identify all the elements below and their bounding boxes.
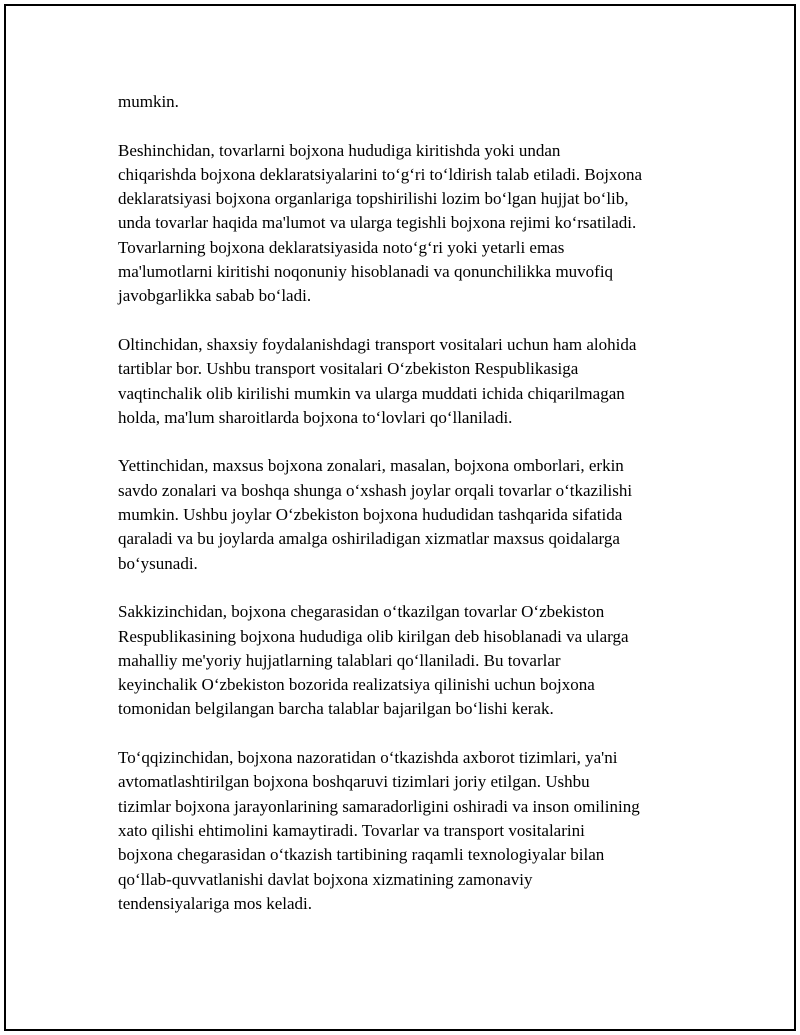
text-line: ma'lumotlarni kiritishi noqonuniy hisoblanadi va qonunchilikka muvofiq xyxy=(118,262,614,282)
text-line: tomonidan belgilangan barcha talablar bajarilgan bo‘lishi kerak. xyxy=(118,699,554,719)
text-line: keyinchalik O‘zbekiston bozorida realizatsiya qilinishi uchun bojxona xyxy=(118,675,595,695)
paragraph xyxy=(118,600,693,721)
text-line: holda, ma'lum sharoitlarda bojxona to‘lovlari qo‘llaniladi. xyxy=(118,407,513,427)
text-line: Tovarlarning bojxona deklaratsiyasida noto‘g‘ri yoki yetarli emas xyxy=(118,237,565,257)
text-line: chiqarishda bojxona deklaratsiyalarini to‘g‘ri to‘ldirish talab etiladi. Bojxona xyxy=(118,164,643,184)
text-line: deklaratsiyasi bojxona organlariga topshirilishi lozim bo‘lgan hujjat bo‘lib, xyxy=(118,189,629,209)
text-line: tizimlar bojxona jarayonlarining samaradorligini oshiradi va inson omilining xyxy=(118,796,640,816)
text-line: savdo zonalari va boshqa shunga o‘xshash joylar orqali tovarlar o‘tkazilishi xyxy=(118,480,633,500)
text-line: Beshinchidan, tovarlarni bojxona hududiga kiritishda yoki undan xyxy=(118,140,561,160)
text-line: avtomatlashtirilgan bojxona boshqaruvi tizimlari joriy etilgan. Ushbu xyxy=(118,772,590,792)
text-line: mumkin. xyxy=(118,92,179,111)
text-line: javobgarlikka sabab bo‘ladi. xyxy=(118,286,312,306)
text-line: mumkin. Ushbu joylar O‘zbekiston bojxona hududidan tashqarida sifatida xyxy=(118,505,623,525)
text-line: xato qilishi ehtimolini kamaytiradi. Tovarlar va transport vositalarini xyxy=(118,820,585,840)
text-line: bo‘ysunadi. xyxy=(118,553,198,573)
text-line: bojxona chegarasidan o‘tkazish tartibining raqamli texnologiyalar bilan xyxy=(118,845,605,865)
text-line: qo‘llab-quvvatlanishi davlat bojxona xizmatining zamonaviy xyxy=(118,869,533,889)
document-body xyxy=(118,90,693,940)
text-line: To‘qqizinchidan, bojxona nazoratidan o‘tkazishda axborot tizimlari, ya'ni xyxy=(118,748,618,768)
text-line: mahalliy me'yoriy hujjatlarning talablari qo‘llaniladi. Bu tovarlar xyxy=(118,650,561,670)
text-line: tendensiyalariga mos keladi. xyxy=(118,893,313,913)
text-line: Respublikasining bojxona hududiga olib kirilgan deb hisoblanadi va ularga xyxy=(118,626,629,646)
text-line: Oltinchidan, shaxsiy foydalanishdagi transport vositalari uchun ham alohida xyxy=(118,334,637,354)
text-line: qaraladi va bu joylarda amalga oshiriladigan xizmatlar maxsus qoidalarga xyxy=(118,529,620,549)
text-line: vaqtinchalik olib kirilishi mumkin va ularga muddati ichida chiqarilmagan xyxy=(118,383,625,403)
paragraph xyxy=(118,333,693,430)
text-line: tartiblar bor. Ushbu transport vositalari O‘zbekiston Respublikasiga xyxy=(118,359,579,379)
text-line: Sakkizinchidan, bojxona chegarasidan o‘tkazilgan tovarlar O‘zbekiston xyxy=(118,602,605,622)
text-line: unda tovarlar haqida ma'lumot va ularga tegishli bojxona rejimi ko‘rsatiladi. xyxy=(118,213,637,233)
text-line: Yettinchidan, maxsus bojxona zonalari, masalan, bojxona omborlari, erkin xyxy=(118,456,624,476)
paragraph xyxy=(118,454,693,575)
paragraph xyxy=(118,90,693,114)
paragraph xyxy=(118,139,693,309)
paragraph xyxy=(118,746,693,916)
